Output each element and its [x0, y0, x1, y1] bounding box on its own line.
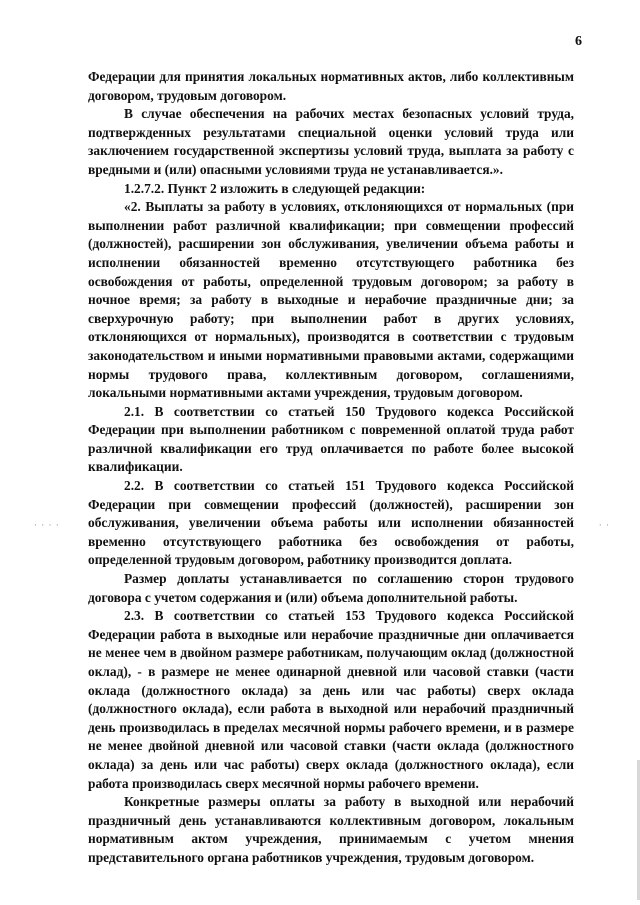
document-body — [88, 68, 574, 868]
scan-edge-mark-right: · · — [598, 520, 610, 530]
paragraph: «2. Выплаты за работу в условиях, отклоняющихся от нормальных (при выполнении работ различной квалификации; при совмещении профессий (должностей), расширении зон обслуживания, увеличении объема работы и исполнении обязанностей временно отсутствующего работника без освобождения от работы, определенной трудовым договором; за работу в ночное время; за работу в выходные и нерабочие праздничные дни; за сверхурочную работу; при выполнении работ в других условиях, отклоняющихся от нормальных), производятся в соответствии с трудовым законодательством и иными нормативными правовыми актами, содержащими нормы трудового права, коллективным договором, соглашениями, локальными нормативными актами учреждения, трудовым договором. — [88, 199, 574, 401]
paragraph: 2.3. В соответствии со статьей 153 Трудового кодекса Российской Федерации работа в выходные или нерабочие праздничные дни оплачивается не менее чем в двойном размере работникам, получающим оклад (должностной оклад), - в размере не менее одинарной дневной или часовой ставки (части оклада (должностного оклада) за день или час работы) сверх оклада (должностного оклада), если работа в выходной или нерабочий праздничный день производилась в пределах месячной нормы рабочего времени, и в размере не менее двойной дневной или часовой ставки (части оклада (должностного оклада) за день или час работы) сверх оклада (должностного оклада), если работа производилась сверх месячной нормы рабочего времени. — [88, 608, 574, 791]
page-number: 6 — [575, 34, 582, 49]
paragraph: Размер доплаты устанавливается по соглашению сторон трудового договора с учетом содержания и (или) объема дополнительной работы. — [88, 571, 574, 605]
scan-edge-mark-left: · · · · — [34, 520, 60, 530]
paragraph: 2.1. В соответствии со статьей 150 Трудового кодекса Российской Федерации при выполнении работником с повременной оплатой труда работ различной квалификации его труд оплачивается по работе более высокой квалификации. — [88, 403, 574, 475]
paragraph: В случае обеспечения на рабочих местах безопасных условий труда, подтвержденных результатами специальной оценки условий труда или заключением государственной экспертизы условий труда, выплата за работу с вредными и (или) опасными условиями труда не устанавливается.». — [88, 106, 574, 177]
paragraph: Федерации для принятия локальных нормативных актов, либо коллективным договором, трудовым договором. — [88, 69, 574, 103]
paragraph: 1.2.7.2. Пункт 2 изложить в следующей редакции: — [124, 180, 426, 196]
paragraph: 2.2. В соответствии со статьей 151 Трудового кодекса Российской Федерации при совмещении профессий (должностей), расширении зон обслуживания, увеличении объема работы или исполнении обязанностей временно отсутствующего работника без освобождения от работы, определенной трудовым договором, работнику производится доплата. — [88, 478, 574, 568]
paragraph: Конкретные размеры оплаты за работу в выходной или нерабочий праздничный день устанавливаются коллективным договором, локальным нормативным актом учреждения, принимаемым с учетом мнения представительного органа работников учреждения, трудовым договором. — [88, 794, 574, 865]
